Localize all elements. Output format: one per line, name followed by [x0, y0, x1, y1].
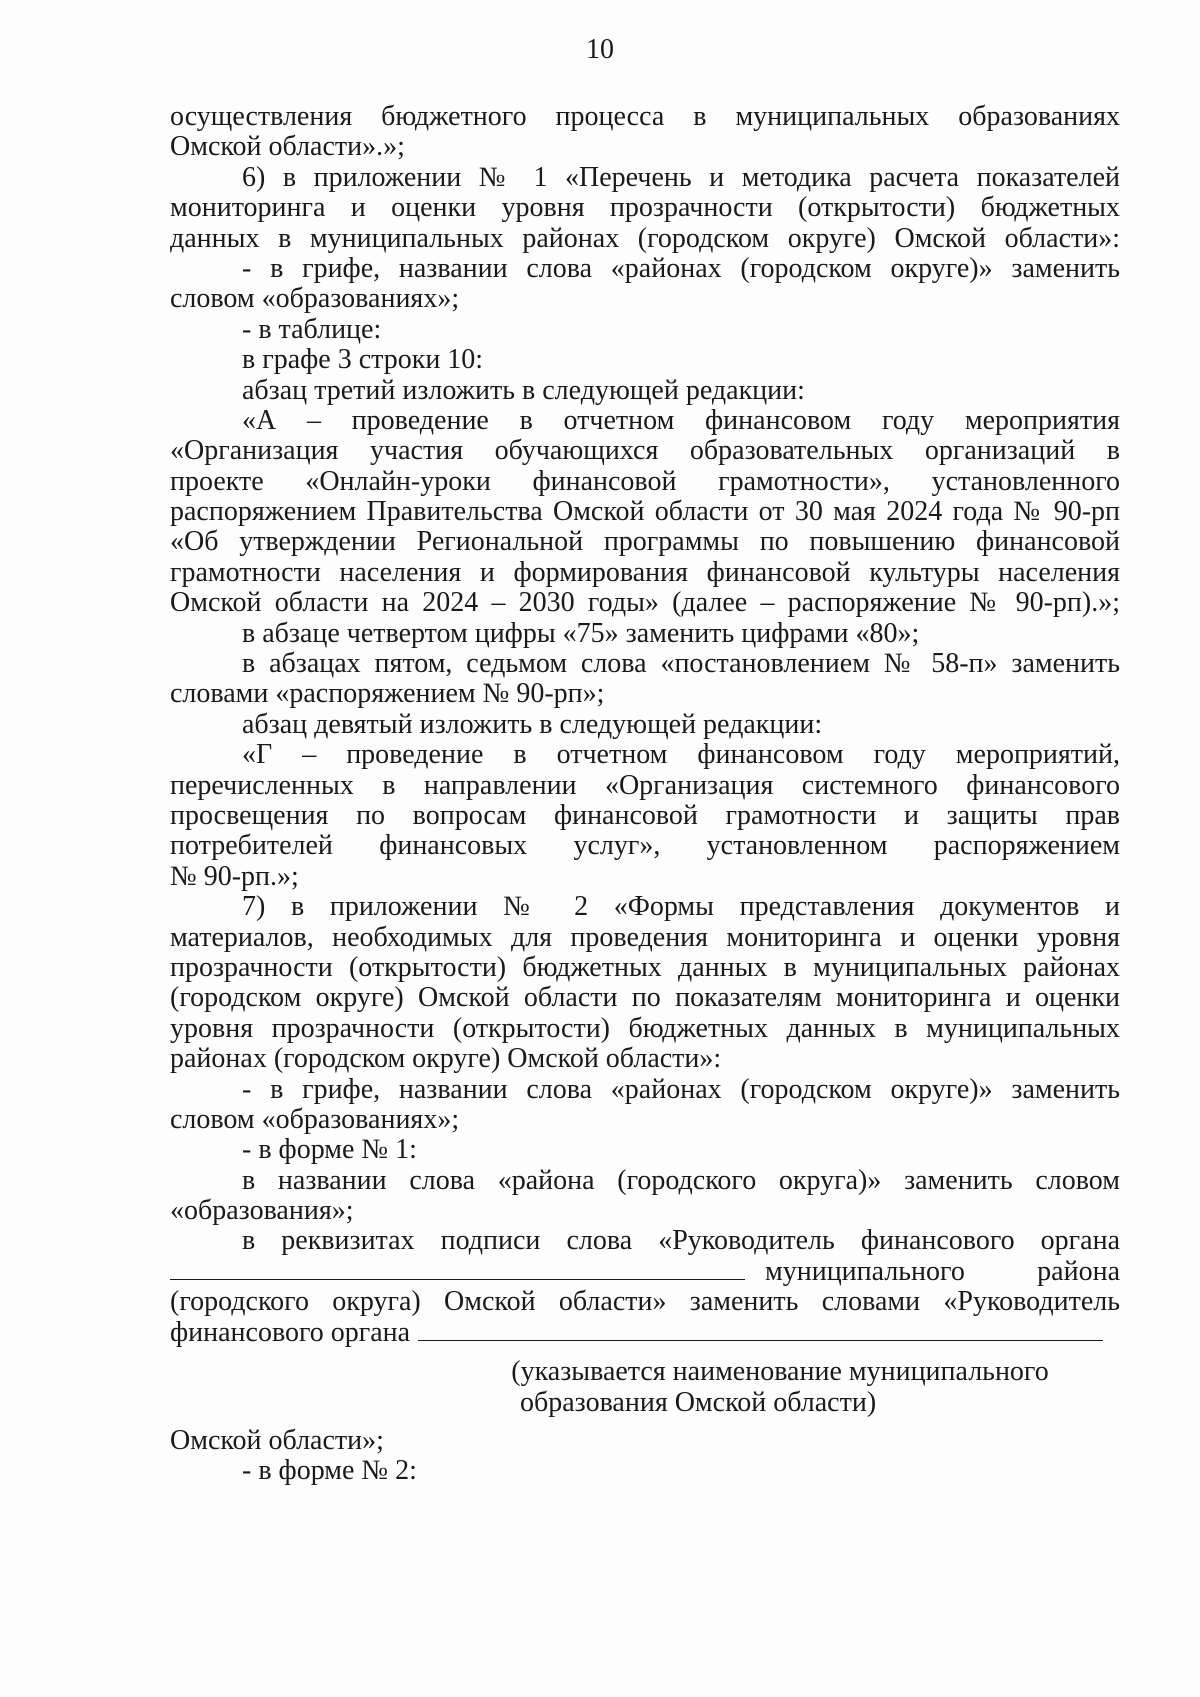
text-line: «образования»; — [170, 1195, 354, 1227]
text-line: Омской области».»; — [170, 131, 405, 163]
signature-blank-row — [170, 1257, 1120, 1287]
footnote-line: образования Омской области) — [520, 1387, 877, 1419]
text-line: в графе 3 строки 10: — [242, 344, 484, 376]
text-line: «Организация участия обучающихся образовательных организаций в — [170, 435, 1120, 467]
text-line: в абзаце четвертом цифры «75» заменить цифрами «80»; — [242, 617, 920, 649]
text-line: - в форме № 2: — [242, 1455, 417, 1487]
text-line: Омской области»; — [170, 1425, 384, 1457]
text-line: «Об утверждении Региональной программы по повышению финансовой — [170, 526, 1120, 558]
finance-organ-row — [170, 1318, 1120, 1348]
text-line: «А – проведение в отчетном финансовом году мероприятия — [242, 404, 1120, 436]
text-line: осуществления бюджетного процесса в муниципальных образованиях — [170, 101, 1120, 132]
text-line: проекте «Онлайн-уроки финансовой грамотности», установленного — [170, 465, 1120, 497]
text-line: в абзацах пятом, седьмом слова «постановлением № 58-п» заменить — [242, 648, 1120, 680]
signature-blank-line — [170, 1257, 745, 1280]
text-line: просвещения по вопросам финансовой грамотности и защиты прав — [170, 799, 1120, 831]
document-body — [170, 102, 1120, 1487]
signature-words — [765, 1257, 1120, 1287]
text-line: районах (городском округе) Омской области»: — [170, 1043, 722, 1075]
text-line: в названии слова «района (городского округа)» заменить словом — [242, 1164, 1120, 1196]
text-line: - в грифе, названии слова «районах (городском округе)» заменить — [242, 1073, 1120, 1105]
text-line: абзац третий изложить в следующей редакции: — [242, 374, 805, 406]
text-line: перечисленных в направлении «Организация системного финансового — [170, 769, 1120, 801]
page-number: 10 — [586, 34, 614, 65]
text-line: - в грифе, названии слова «районах (городском округе)» заменить — [242, 252, 1120, 284]
text-line: словом «образованиях»; — [170, 1103, 460, 1135]
text-fragment: муниципального — [765, 1255, 965, 1287]
text-line: Омской области на 2024 – 2030 годы» (далее – распоряжение № 90-рп).»; — [170, 587, 1120, 619]
text-line: грамотности населения и формирования финансовой культуры населения — [170, 556, 1120, 588]
text-line: словом «образованиях»; — [170, 283, 460, 315]
text-line: № 90-рп.»; — [170, 860, 299, 892]
text-line: данных в муниципальных районах (городском округе) Омской области»: — [170, 222, 1120, 254]
text-line: (городского округа) Омской области» заменить словами «Руководитель — [170, 1286, 1120, 1318]
text-line: мониторинга и оценки уровня прозрачности (открытости) бюджетных — [170, 192, 1120, 224]
text-fragment: финансового органа — [170, 1316, 411, 1348]
text-line: 6) в приложении № 1 «Перечень и методика расчета показателей — [242, 161, 1120, 193]
text-line: - в таблице: — [242, 313, 382, 345]
text-line: абзац девятый изложить в следующей редакции: — [242, 708, 823, 740]
organ-name-blank-line — [418, 1318, 1103, 1341]
text-line: материалов, необходимых для проведения мониторинга и оценки уровня — [170, 921, 1120, 953]
text-line: «Г – проведение в отчетном финансовом году мероприятий, — [242, 739, 1120, 771]
text-line: в реквизитах подписи слова «Руководитель финансового органа — [242, 1225, 1120, 1257]
text-line: потребителей финансовых услуг», установленном распоряжением — [170, 830, 1120, 862]
text-line: словами «распоряжением № 90-рп»; — [170, 678, 605, 710]
text-line: 7) в приложении № 2 «Формы представления документов и — [242, 891, 1120, 923]
text-line: распоряжением Правительства Омской области от 30 мая 2024 года № 90-рп — [170, 496, 1120, 528]
text-line: - в форме № 1: — [242, 1134, 417, 1166]
footnote-line: (указывается наименование муниципального — [511, 1356, 1049, 1388]
text-fragment: района — [1037, 1255, 1120, 1287]
text-line: прозрачности (открытости) бюджетных данных в муниципальных районах — [170, 951, 1120, 983]
text-line: (городском округе) Омской области по показателям мониторинга и оценки — [170, 982, 1120, 1014]
text-line: уровня прозрачности (открытости) бюджетных данных в муниципальных — [170, 1012, 1120, 1044]
